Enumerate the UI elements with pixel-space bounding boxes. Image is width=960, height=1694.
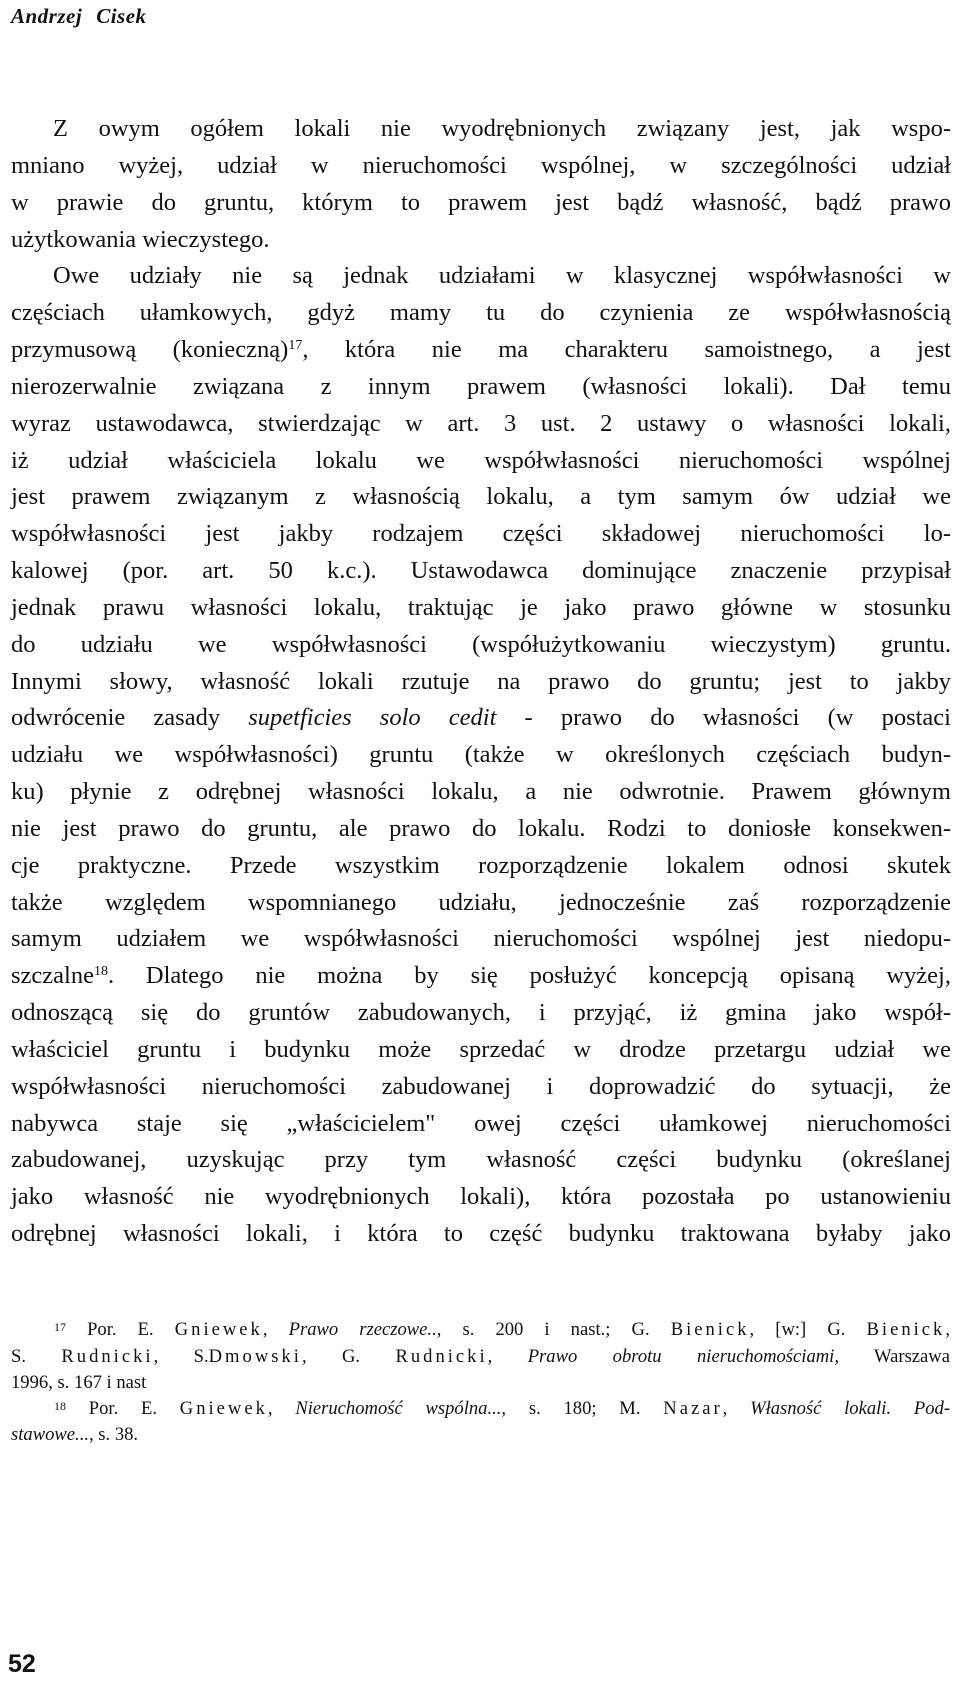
- footnote-17-line: 1996, s. 167 i nast: [11, 1372, 147, 1393]
- author-name: Dmowski: [208, 1346, 302, 1367]
- body-line-part: szczalne: [11, 962, 94, 989]
- body-line-part: odwrócenie zasady: [11, 704, 249, 731]
- body-line: iż udział właściciela lokalu we współwłasności nieruchomości wspólnej: [11, 447, 951, 474]
- author-name: Bienick: [866, 1319, 946, 1340]
- footnote-text: S.: [11, 1346, 62, 1367]
- body-line: [11, 961, 951, 991]
- author-name: Gniewek: [174, 1319, 263, 1340]
- body-line: odrębnej własności lokali, i która to część budynku traktowana byłaby jako: [11, 1220, 951, 1247]
- footnote-text: s. 38.: [93, 1424, 139, 1445]
- body-line-part: - prawo do własności (w postaci: [496, 704, 951, 731]
- footnote-text: Por. E.: [88, 1398, 180, 1419]
- footnote-text: ,: [945, 1319, 950, 1340]
- footnote-number: 17: [54, 1320, 66, 1334]
- body-line: [11, 335, 951, 365]
- work-title: Własność lokali. Pod-: [750, 1398, 951, 1419]
- body-line: Innymi słowy, własność lokali rzutuje na prawo do gruntu; jest to jakby: [11, 668, 951, 695]
- footnote-text: ,: [262, 1319, 289, 1340]
- body-line: mniano wyżej, udział w nieruchomości wspólnej, w szczególności udział: [11, 152, 951, 179]
- footnote-text: ,: [722, 1398, 751, 1419]
- author-name: Gniewek: [179, 1398, 268, 1419]
- body-line: częściach ułamkowych, gdyż mamy tu do czynienia ze współwłasnością: [11, 299, 951, 326]
- header-author-last: Cisek: [96, 4, 147, 28]
- body-line: zabudowanej, uzyskując przy tym własność części budynku (określanej: [11, 1146, 951, 1173]
- author-name: Rudnicki: [61, 1346, 154, 1367]
- work-title: stawowe...,: [11, 1424, 94, 1445]
- body-line: ku) płynie z odrębnej własności lokalu, a nie odwrotnie. Prawem głównym: [11, 778, 951, 805]
- footnote-17-line: [54, 1318, 950, 1342]
- body-line-part: . Dlatego nie można by się posłużyć koncepcją opisaną wyżej,: [107, 962, 951, 989]
- body-line: jako własność nie wyodrębnionych lokali), która pozostała po ustanowieniu: [11, 1183, 951, 1210]
- body-line: kalowej (por. art. 50 k.c.). Ustawodawca dominujące znaczenie przypisał: [11, 557, 951, 584]
- body-line: jednak prawu własności lokalu, traktując je jako prawo główne w stosunku: [11, 594, 951, 621]
- body-line: Owe udziały nie są jednak udziałami w klasycznej współwłasności w: [53, 262, 951, 289]
- body-line: nabywca staje się „właścicielem" owej części ułamkowej nieruchomości: [11, 1110, 951, 1137]
- body-line: w prawie do gruntu, którym to prawem jest bądź własność, bądź prawo: [11, 189, 951, 216]
- body-line: samym udziałem we współwłasności nieruchomości wspólnej jest niedopu-: [11, 925, 951, 952]
- header-author-first: Andrzej: [11, 4, 83, 28]
- body-line: Z owym ogółem lokali nie wyodrębnionych związany jest, jak wspo-: [53, 115, 951, 142]
- footnote-ref-18[interactable]: 18: [93, 964, 108, 979]
- footnote-text: s. 180; M.: [506, 1398, 664, 1419]
- body-line: do udziału we współwłasności (współużytkowaniu wieczystym) gruntu.: [11, 631, 951, 658]
- author-name: Bienick: [670, 1319, 750, 1340]
- body-line: udziału we współwłasności) gruntu (także w określonych częściach budyn-: [11, 741, 951, 768]
- footnote-ref-17[interactable]: 17: [288, 338, 303, 353]
- footnote-text: ,: [487, 1346, 528, 1367]
- footnote-text: Warszawa: [839, 1346, 950, 1367]
- body-line: nierozerwalnie związana z innym prawem (własności lokali). Dał temu: [11, 373, 951, 400]
- running-header: [11, 4, 147, 29]
- body-line: odnoszącą się do gruntów zabudowanych, i przyjąć, iż gmina jako współ-: [11, 999, 951, 1026]
- body-line: [11, 703, 951, 733]
- body-line-part: , która nie ma charakteru samoistnego, a jest: [302, 336, 951, 363]
- work-title: Prawo obrotu nieruchomościami,: [527, 1346, 839, 1367]
- body-line: nie jest prawo do gruntu, ale prawo do lokalu. Rodzi to doniosłe konsekwen-: [11, 815, 951, 842]
- body-line: jest prawem związanym z własnością lokalu, a tym samym ów udział we: [11, 483, 951, 510]
- body-line: właściciel gruntu i budynku może sprzedać w drodze przetargu udział we: [11, 1036, 951, 1063]
- footnote-text: , [w:] G.: [749, 1319, 867, 1340]
- footnote-text: , S.: [153, 1346, 209, 1367]
- page-number: 52: [8, 1650, 36, 1678]
- footnote-17-line: [11, 1345, 950, 1369]
- footnote-number: 18: [54, 1399, 66, 1413]
- footnote-18-line: [54, 1397, 950, 1421]
- body-line-part: przymusową (konieczną): [11, 336, 289, 363]
- author-name: Nazar: [663, 1398, 723, 1419]
- body-line: użytkowania wieczystego.: [11, 226, 270, 253]
- work-title: Prawo rzeczowe..,: [288, 1319, 442, 1340]
- latin-phrase: supetficies solo cedit: [248, 704, 497, 731]
- body-line: także względem wspomnianego udziału, jednocześnie zaś rozporządzenie: [11, 889, 951, 916]
- body-line: cje praktyczne. Przede wszystkim rozporządzenie lokalem odnosi skutek: [11, 852, 951, 879]
- work-title: Nieruchomość wspólna...,: [295, 1398, 507, 1419]
- author-name: Rudnicki: [395, 1346, 488, 1367]
- footnote-text: , G.: [301, 1346, 396, 1367]
- footnote-text: s. 200 i nast.; G.: [441, 1319, 671, 1340]
- footnote-text: Por. E.: [87, 1319, 175, 1340]
- footnote-18-line: [11, 1423, 138, 1447]
- body-line: współwłasności jest jakby rodzajem części składowej nieruchomości lo-: [11, 520, 951, 547]
- footnote-text: ,: [267, 1398, 296, 1419]
- body-line: wyraz ustawodawca, stwierdzając w art. 3 ust. 2 ustawy o własności lokali,: [11, 410, 951, 437]
- body-line: współwłasności nieruchomości zabudowanej i doprowadzić do sytuacji, że: [11, 1073, 951, 1100]
